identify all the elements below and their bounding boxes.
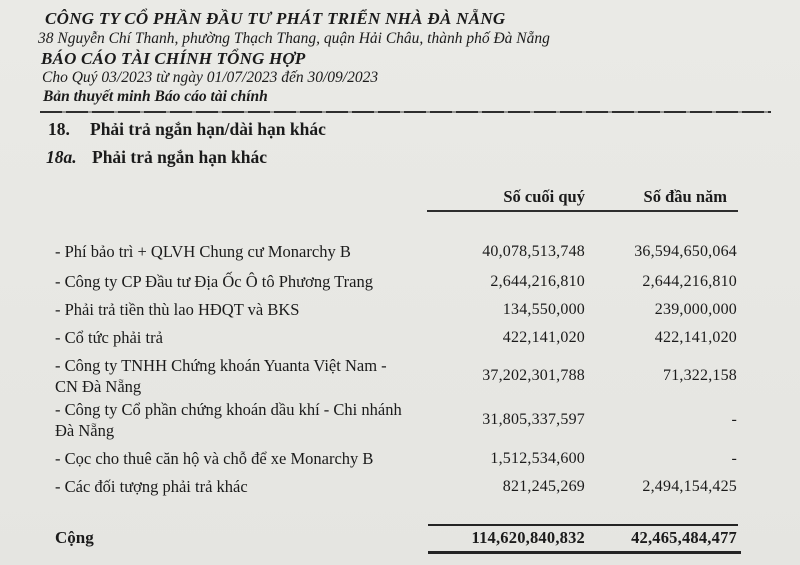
section-heading-18a — [46, 147, 267, 168]
row-value-current: 37,202,301,788 — [482, 367, 585, 384]
company-name: CÔNG TY CỔ PHẦN ĐẦU TƯ PHÁT TRIỂN NHÀ ĐÀ NẴNG — [45, 9, 506, 28]
section-number: 18. — [48, 119, 70, 139]
row-value-prior: - — [731, 411, 737, 428]
row-value-current: 134,550,000 — [502, 300, 585, 318]
row-label: - Phải trả tiền thù lao HĐQT và BKS — [55, 300, 300, 319]
row-value-prior: 239,000,000 — [654, 300, 737, 318]
column-header-current: Số cuối quý — [503, 187, 585, 206]
row-value-prior: 422,141,020 — [654, 328, 737, 346]
section-heading-18 — [48, 119, 326, 140]
row-label: - Các đối tượng phải trả khác — [55, 477, 248, 496]
row-value-prior: 2,644,216,810 — [642, 272, 737, 290]
report-title: BÁO CÁO TÀI CHÍNH TỔNG HỢP — [41, 49, 306, 68]
row-label: - Cọc cho thuê căn hộ và chỗ để xe Monarchy B — [55, 449, 374, 468]
row-value-prior: 71,322,158 — [663, 367, 737, 384]
company-address: 38 Nguyễn Chí Thanh, phường Thạch Thang, quận Hải Châu, thành phố Đà Nẵng — [38, 30, 550, 47]
total-rule-bottom — [428, 551, 741, 554]
table-row — [0, 355, 738, 397]
table-row — [0, 327, 738, 348]
row-value-current: 40,078,513,748 — [482, 242, 585, 260]
row-value-current: 1,512,534,600 — [490, 449, 585, 467]
table-row — [0, 241, 738, 262]
column-header-rule — [427, 210, 738, 212]
header-divider-rule — [40, 111, 771, 113]
row-label: - Phí bảo trì + QLVH Chung cư Monarchy B — [55, 242, 351, 261]
row-label: - Công ty CP Đầu tư Địa Ốc Ô tô Phương Trang — [55, 272, 373, 291]
column-header-prior: Số đầu năm — [643, 187, 727, 206]
row-value-prior: - — [731, 449, 737, 467]
table-row — [0, 271, 738, 292]
row-label: - Cổ tức phải trả — [55, 328, 163, 347]
row-label: - Công ty Cổ phần chứng khoán dầu khí - Chi nhánh Đà Nẵng — [55, 400, 402, 440]
subsection-title: Phải trả ngắn hạn khác — [92, 147, 268, 167]
report-subtitle: Bản thuyết minh Báo cáo tài chính — [43, 88, 268, 105]
section-title: Phải trả ngắn hạn/dài hạn khác — [90, 119, 326, 139]
row-value-prior: 36,594,650,064 — [634, 242, 737, 260]
row-value-current: 2,644,216,810 — [490, 272, 585, 290]
row-value-current: 422,141,020 — [502, 328, 585, 346]
report-period: Cho Quý 03/2023 từ ngày 01/07/2023 đến 30/09/2023 — [42, 69, 379, 86]
table-row — [0, 476, 738, 497]
total-value-current: 114,620,840,832 — [471, 528, 585, 547]
row-label: - Công ty TNHH Chứng khoán Yuanta Việt Nam - CN Đà Nẵng — [55, 356, 387, 396]
total-row — [0, 528, 738, 548]
table-row — [0, 448, 738, 469]
subsection-number: 18a. — [46, 147, 77, 167]
row-value-current: 821,245,269 — [502, 477, 585, 495]
total-rule-top — [428, 524, 738, 526]
table-row — [0, 299, 738, 320]
row-value-prior: 2,494,154,425 — [642, 477, 737, 495]
row-value-current: 31,805,337,597 — [482, 411, 585, 428]
total-value-prior: 42,465,484,477 — [631, 528, 737, 547]
total-label: Cộng — [55, 528, 94, 547]
table-row — [0, 399, 738, 441]
